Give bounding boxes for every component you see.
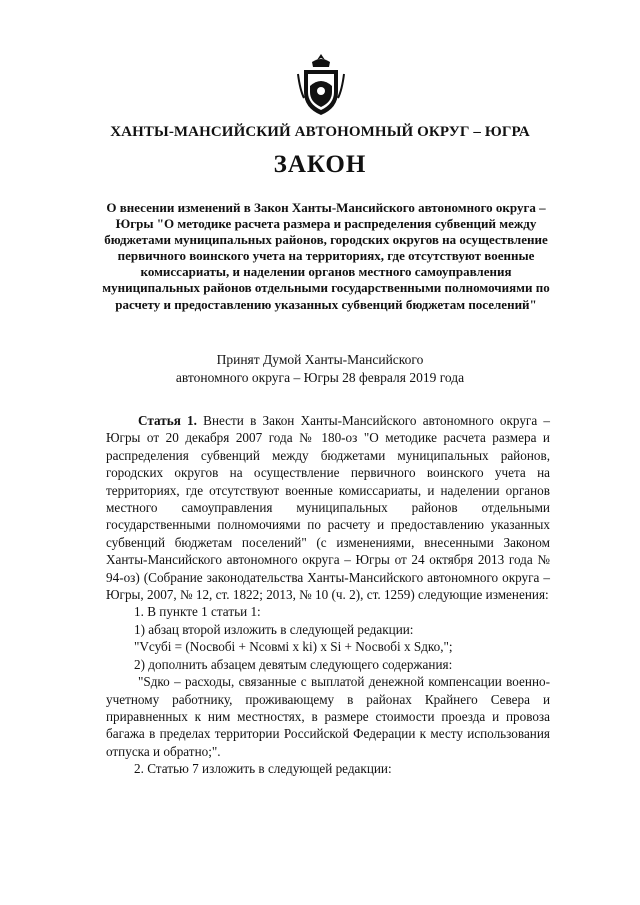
paragraph-item-2: 2. Статью 7 изложить в следующей редакции: xyxy=(134,761,392,777)
adoption-note xyxy=(0,351,640,387)
article-text: Внести в Закон Ханты-Мансийского автономного округа – Югры от 20 декабря 2007 года № 180-оз "О методике расчета размера и распределения субвенций между бюджетами муниципальных районов, городских округов на осуществление первичного воинского учета на территориях, где отсутствуют военные комиссариаты, и наделении органов местного самоуправления муниципальных районов отдельными государственными полномочиями по расчету и предоставлению указанных субвенций бюджетам поселений" (с изменениями, внесенными Законом Ханты-Мансийского автономного округа – Югры от 24 октября 2013 года № 94-оз) (Собрание законодательства Ханты-Мансийского автономного округа – Югры, 2007, № 12, ст. 1822; 2013, № 10 (ч. 2), ст. 1259) следующие изменения: xyxy=(106,413,550,603)
law-subject: О внесении изменений в Закон Ханты-Мансийского автономного округа – Югры "О методике расчета размера и распределения субвенций между бюджетами муниципальных районов, городских округов на осуществление первичного воинского учета на территориях, где отсутствуют военные комиссариаты, и наделении органов местного самоуправления муниципальных районов отдельными государственными полномочиями по расчету и предоставлению указанных субвенций бюджетам поселений" xyxy=(102,200,550,312)
coat-of-arms-icon xyxy=(296,52,346,118)
paragraph-item-1: 1. В пункте 1 статьи 1: xyxy=(134,604,261,620)
document-type: ЗАКОН xyxy=(273,151,367,178)
article-label: Статья 1. xyxy=(138,413,197,428)
paragraph-subitem-2: 2) дополнить абзацем девятым следующего содержания: xyxy=(134,656,453,672)
article-1-paragraph xyxy=(106,412,550,603)
adoption-line-1: Принят Думой Ханты-Мансийского xyxy=(216,352,424,367)
adoption-line-2: автономного округа – Югры 28 февраля 2019 года xyxy=(175,370,465,385)
definition-paragraph: "Sдко – расходы, связанные с выплатой денежной компенсации военно-учетному работнику, проживающему в районах Крайнего Севера и приравненных к ним местностях, в размере стоимости проезда и провоза багажа в пределах территории Российской Федерации к месту использования отпуска и обратно;". xyxy=(106,674,550,759)
formula-line: "Vсубi = (Nосвобi + Nсовмi x ki) x Si + Nосвобi x Sдко,"; xyxy=(134,639,453,655)
paragraph-subitem-1: 1) абзац второй изложить в следующей редакции: xyxy=(134,621,414,637)
law-body xyxy=(106,412,550,778)
region-name: ХАНТЫ-МАНСИЙСКИЙ АВТОНОМНЫЙ ОКРУГ – ЮГРА xyxy=(110,124,530,140)
